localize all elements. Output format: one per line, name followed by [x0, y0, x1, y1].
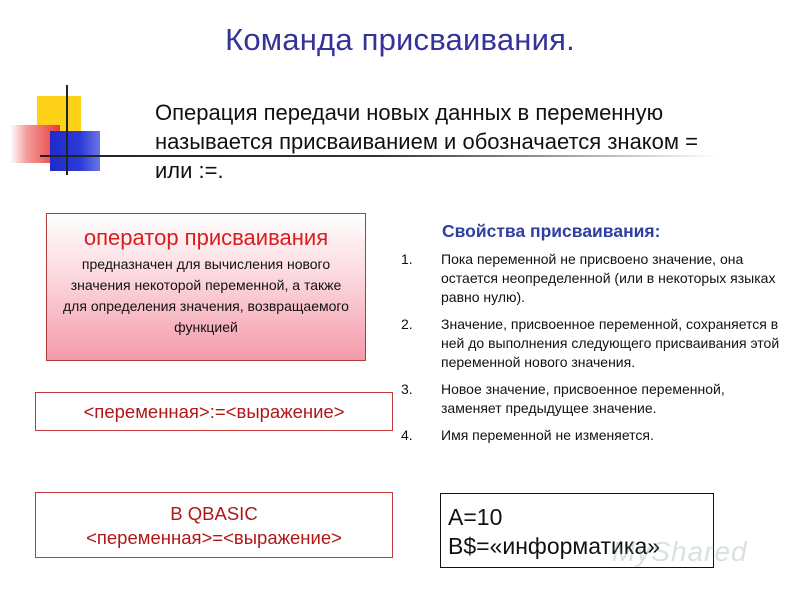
properties-heading: Свойства присваивания: — [442, 221, 661, 241]
operator-title: оператор присваивания — [83, 225, 329, 250]
list-item — [401, 426, 781, 445]
list-item-text: Значение, присвоенное переменной, сохраняется в ней до выполнения следующего присваивания этой переменной нового значения. — [441, 316, 780, 370]
qbasic-label: В QBASIC — [170, 503, 258, 524]
list-item — [401, 380, 781, 418]
decorative-vertical-line — [66, 85, 68, 175]
intro-paragraph: Операция передачи новых данных в переменную называется присваиванием и обозначается знаком = или :=. — [155, 100, 698, 183]
properties-list — [401, 250, 781, 453]
example-line-1: A=10 — [448, 504, 503, 530]
list-item-text: Пока переменной не присвоено значение, она остается неопределенной (или в некоторых языках равно нулю). — [441, 251, 776, 305]
qbasic-syntax-box — [35, 492, 393, 558]
operator-description: предназначен для вычисления нового значения некоторой переменной, а также для определения значения, возвращаемого функцией — [63, 256, 349, 335]
example-line-2: B$=«информатика» — [448, 533, 661, 559]
list-item — [401, 250, 781, 307]
list-item — [401, 315, 781, 372]
watermark-logo: MyShared — [612, 536, 748, 567]
qbasic-syntax: <переменная>=<выражение> — [86, 527, 342, 548]
list-item-number: 2. — [401, 316, 413, 332]
assignment-syntax-box: <переменная>:=<выражение> — [35, 392, 393, 431]
list-item-number: 1. — [401, 251, 413, 267]
list-item-number: 3. — [401, 381, 413, 397]
slide-title: Команда присваивания. — [225, 22, 575, 57]
decorative-blue-square — [50, 131, 100, 171]
list-item-text: Новое значение, присвоенное переменной, заменяет предыдущее значение. — [441, 381, 725, 416]
list-item-text: Имя переменной не изменяется. — [441, 427, 654, 443]
operator-definition-box — [46, 213, 366, 361]
list-item-number: 4. — [401, 427, 413, 443]
